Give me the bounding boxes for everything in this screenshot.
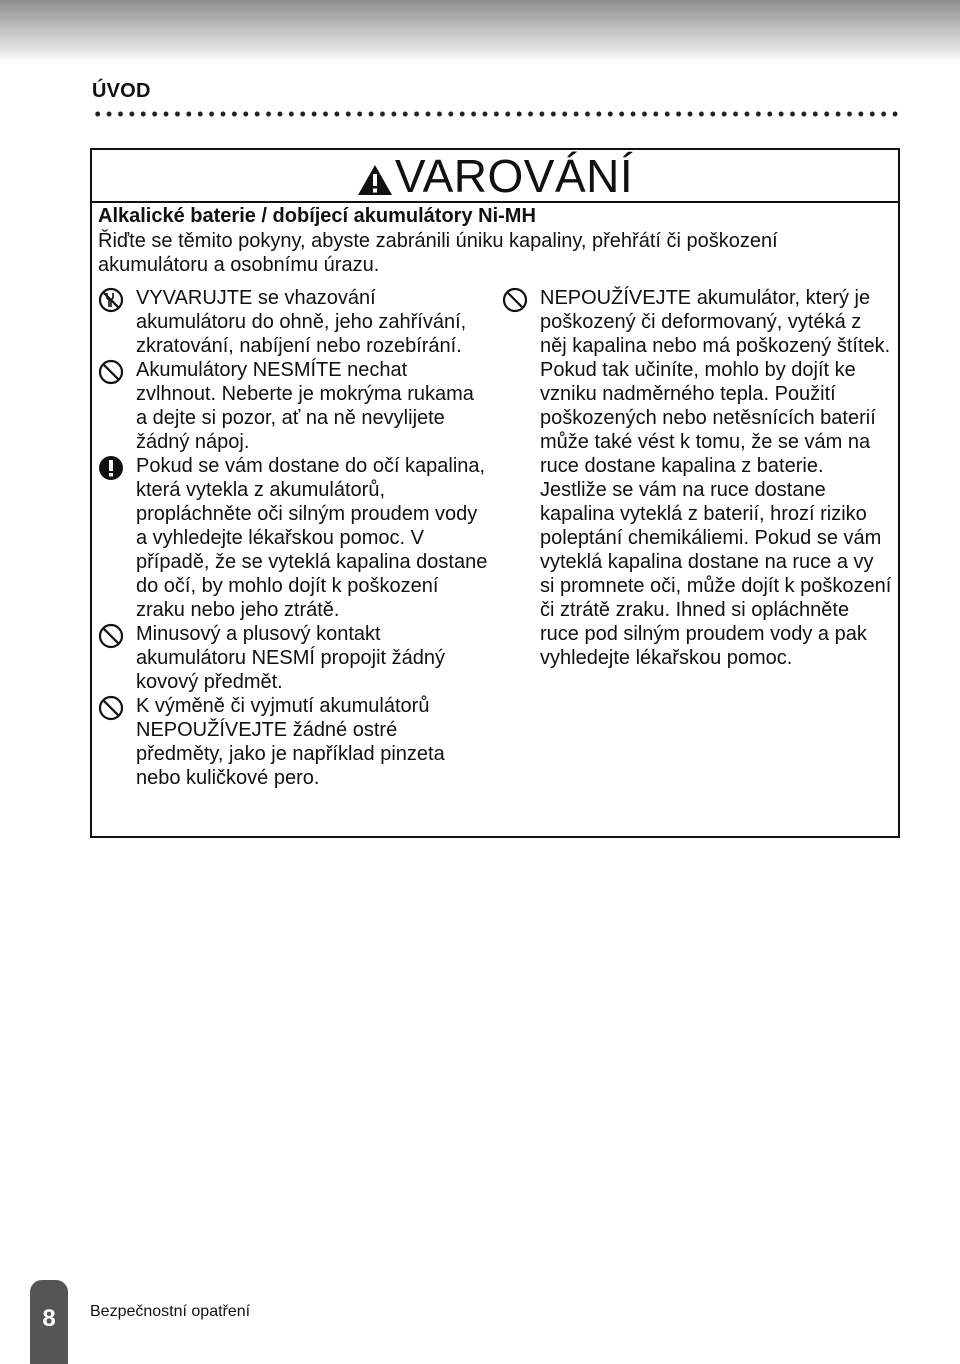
exclamation-icon (98, 455, 124, 481)
list-item (98, 286, 488, 358)
prohibition-icon (98, 623, 124, 649)
warning-subject: Alkalické baterie / dobíjecí akumulátory Ni-MH (98, 205, 536, 227)
warning-title: VAROVÁNÍ (394, 149, 634, 202)
item-text: K výměně či vyjmutí akumulátorů NEPOUŽÍVEJTE žádné ostré předměty, jako je například pinzeta nebo kuličkové pero. (136, 695, 445, 789)
right-column (502, 286, 892, 670)
list-item (502, 286, 892, 670)
list-item (98, 694, 488, 790)
prohibition-icon (502, 287, 528, 313)
footer-text: Bezpečnostní opatření (90, 1303, 251, 1320)
list-item (98, 454, 488, 622)
item-text: Pokud se vám dostane do očí kapalina, která vytekla z akumulátorů, propláchněte oči silným proudem vody a vyhledejte lékařskou pomoc. V případě, že se vyteklá kapalina dostane do očí, by mohlo dojít k poškození zraku nebo jeho ztrátě. (136, 455, 488, 621)
item-text: Minusový a plusový kontakt akumulátoru NESMÍ propojit žádný kovový předmět. (136, 623, 446, 693)
page-number-tab (30, 1280, 68, 1364)
list-item (98, 622, 488, 694)
prohibition-icon (98, 695, 124, 721)
item-text: Akumulátory NESMÍTE nechat zvlhnout. Neberte je mokrýma rukama a dejte si pozor, ať na ně nevylijete žádný nápoj. (136, 359, 474, 453)
warning-intro: Řiďte se těmito pokyny, abyste zabránili úniku kapaliny, přehřátí či poškození akumulátoru a osobnímu úrazu. (98, 230, 778, 276)
warning-box (90, 148, 900, 838)
item-text: NEPOUŽÍVEJTE akumulátor, který je poškozený či deformovaný, vytéká z něj kapalina nebo má poškozený štítek. Pokud tak učiníte, mohlo by dojít ke vzniku nadměrného tepla. Použití poškozených nebo netěsnících baterií může také vést k tomu, že se vám na ruce dostane kapalina z baterie. Jestliže se vám na ruce dostane kapalina vyteklá z baterií, hrozí riziko poleptání chemikáliemi. Pokud se vám vyteklá kapalina dostane na ruce a vy si promnete oči, může dojít k poškození či ztrátě zraku. Ihned si opláchněte ruce pod silným proudem vody a pak vyhledejte lékařskou pomoc. (540, 287, 892, 669)
section-title: ÚVOD (92, 80, 151, 102)
list-item (98, 358, 488, 454)
warning-header (92, 150, 898, 203)
left-column (98, 286, 488, 790)
dotted-divider (92, 110, 898, 118)
header-band (0, 0, 960, 62)
item-text: VYVARUJTE se vhazování akumulátoru do ohně, jeho zahřívání, zkratování, nabíjení nebo rozebírání. (136, 287, 467, 357)
no-disassemble-icon (98, 287, 124, 313)
prohibition-icon (98, 359, 124, 385)
warning-triangle-icon (357, 164, 393, 196)
page-number: 8 (42, 1305, 56, 1332)
